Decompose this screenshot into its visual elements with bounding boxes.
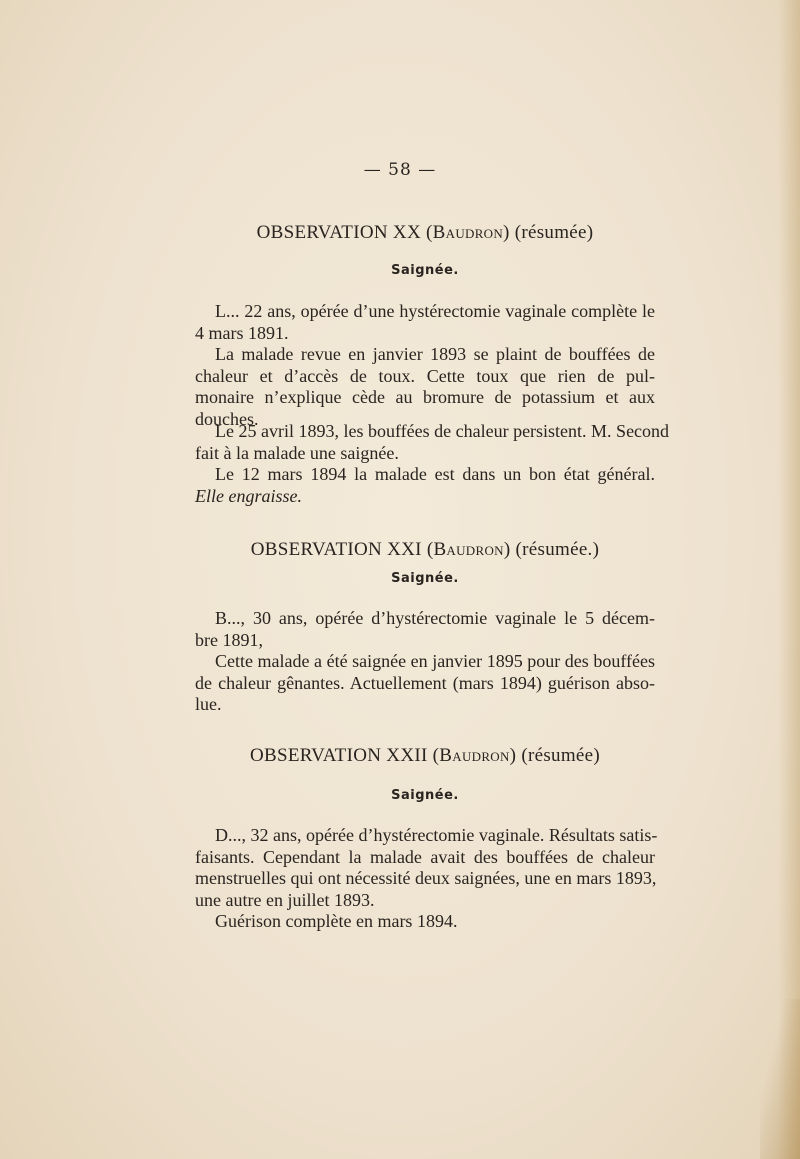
title-suffix: ) (résumée) [503,222,594,243]
text-line: Le 25 avril 1893, les bouffées de chaleur persistent. M. Second [215,421,670,441]
text-line: de chaleur gênantes. Actuellement (mars 1894) guérison abso- [195,672,655,693]
paragraph-xxii-2 [195,911,655,933]
text-line: douches. [195,408,259,429]
observation-title-xxii [0,745,800,767]
subheading-xxii: Saignée. [391,788,459,803]
title-author: Baudron [433,539,504,560]
subheading-xx: Saignée. [391,263,459,278]
observation-title-xx [0,222,800,244]
text-line: faisants. Cependant la malade avait des bouffées de chaleur [195,846,655,867]
title-author: Baudron [439,745,510,766]
text-line: chaleur et d’accès de toux. Cette toux que rien de pul- [195,365,655,386]
text-line: lue. [195,694,222,714]
text-line: menstruelles qui ont nécessité deux saignées, une en mars 1893, [195,868,657,888]
text-line: une autre en juillet 1893. [195,889,375,910]
text-line: 4 mars 1891. [195,322,289,343]
page-number: — 58 — [363,160,437,180]
text-line: B..., 30 ans, opérée d’hystérectomie vaginale le 5 décem- [215,608,655,628]
paragraph-xx-4 [195,464,655,507]
text-line: Guérison complète en mars 1894. [215,911,458,931]
text-line: bre 1891, [195,629,263,650]
paragraph-xx-1 [195,301,655,344]
subheading-xxi: Saignée. [391,571,459,586]
paragraph-xxi-2 [195,651,655,716]
text-line: monaire n’explique cède au bromure de potassium et aux [195,387,655,407]
paragraph-xx-3 [195,421,670,464]
text-line: La malade revue en janvier 1893 se plaint de bouffées de [215,344,655,364]
text-line: fait à la malade une saignée. [195,442,399,463]
title-prefix: OBSERVATION XXI ( [250,539,434,560]
paragraph-xxii-1 [195,825,658,911]
italic-text-line: Elle engraisse. [195,485,302,506]
title-suffix: ) (résumée.) [503,539,600,560]
text-line: D..., 32 ans, opérée d’hystérectomie vaginale. Résultats satis- [215,825,658,845]
observation-title-xxi [0,539,800,561]
text-line: L... 22 ans, opérée d’une hystérectomie vaginale complète le [215,301,655,321]
text-line: Le 12 mars 1894 la malade est dans un bon état général. [215,464,655,484]
title-prefix: OBSERVATION XX ( [256,222,433,243]
title-prefix: OBSERVATION XXII ( [249,745,440,766]
paragraph-xx-2 [195,344,655,430]
title-suffix: ) (résumée) [509,745,601,766]
page-corner-stain [760,999,800,1159]
text-line: Cette malade a été saignée en janvier 1895 pour des bouffées [215,651,655,671]
paragraph-xxi-1 [195,608,655,651]
title-author: Baudron [432,222,504,243]
